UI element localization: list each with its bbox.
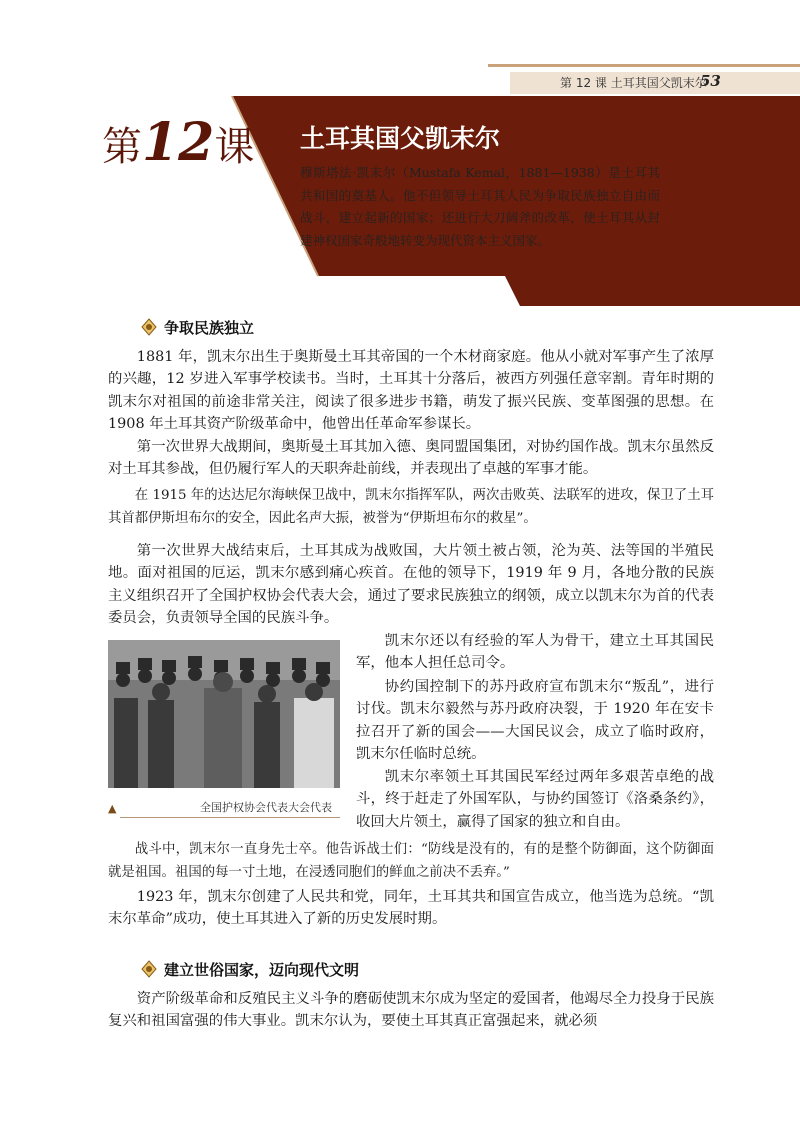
paragraph: 1881 年，凯末尔出生于奥斯曼土耳其帝国的一个木材商家庭。他从小就对军事产生了浓厚的兴趣，12 岁进入军事学校读书。当时，土耳其十分落后，被西方列强任意宰割。青年时期的凯末尔对祖国的前途非常关注，阅读了很多进步书籍，萌发了振兴民族、变革图强的思想。在 1908 年土耳其资产阶级革命中，他曾出任革命军参谋长。 — [108, 349, 714, 433]
lesson-suffix: 课 — [214, 124, 255, 170]
section-heading-independence — [140, 316, 254, 338]
quote-paragraph: 战斗中，凯末尔一直身先士卒。他告诉战士们：“防线是没有的，有的是整个防御面，这个防御面就是祖国。祖国的每一寸土地，在浸透同胞们的鲜血之前决不丢弃。” — [108, 842, 714, 880]
ornament-icon — [140, 960, 158, 978]
lesson-intro: 穆斯塔法·凯末尔（Mustafa Kemal，1881—1938）是土耳其共和国的奠基人。他不但领导土耳其人民为争取民族独立自由而战斗，建立起新的国家；还进行大刀阔斧的改革，使土耳其从封建神权国家奇般地转变为现代资本主义国家。 — [300, 165, 660, 248]
ornament-icon — [140, 318, 158, 336]
paragraph: 1923 年，凯末尔创建了人民共和党，同年，土耳其共和国宣告成立，他当选为总统。“凯末尔革命”成功，使土耳其进入了新的历史发展时期。 — [108, 889, 714, 928]
photo-caption: 全国护权协会代表大会代表 — [200, 801, 332, 814]
page-number: 53 — [700, 72, 721, 90]
lesson-prefix: 第 — [102, 124, 142, 170]
lesson-title: 土耳其国父凯末尔 — [300, 124, 501, 153]
paragraph: 凯末尔率领土耳其国民军经过两年多艰苦卓绝的战斗，终于赶走了外国军队，与协约国签订《洛桑条约》，收回大片领土，赢得了国家的独立和自由。 — [356, 769, 714, 830]
caption-triangle-icon: ▲ — [108, 802, 117, 815]
lesson-number — [102, 112, 255, 174]
header-rule — [488, 64, 800, 67]
section-heading-text: 建立世俗国家，迈向现代文明 — [164, 960, 360, 979]
section-heading-secular — [140, 958, 359, 980]
caption-rule — [120, 817, 340, 818]
paragraph: 协约国控制下的苏丹政府宣布凯末尔“叛乱”，进行讨伐。凯末尔毅然与苏丹政府决裂，于 1920 年在安卡拉召开了新的国会——大国民议会，成立了临时政府，凯末尔任临时总统。 — [356, 679, 714, 763]
section-heading-text: 争取民族独立 — [164, 318, 255, 337]
paragraph: 第一次世界大战结束后，土耳其成为战败国，大片领土被占领，沦为英、法等国的半殖民地。面对祖国的厄运，凯末尔感到痛心疾首。在他的领导下，1919 年 9 月，各地分散的民族主义组织召开了全国护权协会代表大会，通过了要求民族独立的纲领，成立以凯末尔为首的代表委员会，负责领导全国的民族斗争。 — [108, 543, 714, 627]
quote-paragraph: 在 1915 年的达达尼尔海峡保卫战中，凯末尔指挥军队，两次击败英、法联军的进攻，保卫了土耳其首都伊斯坦布尔的安全，因此名声大振，被誉为“伊斯坦布尔的救星”。 — [108, 488, 714, 526]
historical-photo — [108, 640, 340, 788]
lesson-num: 12 — [142, 112, 215, 173]
paragraph: 第一次世界大战期间，奥斯曼土耳其加入德、奥同盟国集团，对协约国作战。凯末尔虽然反对土耳其参战，但仍履行军人的天职奔赴前线，并表现出了卓越的军事才能。 — [108, 439, 714, 478]
paragraph: 凯末尔还以有经验的军人为骨干，建立土耳其国民军，他本人担任总司令。 — [356, 633, 714, 672]
paragraph: 资产阶级革命和反殖民主义斗争的磨砺使凯末尔成为坚定的爱国者，他竭尽全力投身于民族复兴和祖国富强的伟大事业。凯末尔认为，要使土耳其真正富强起来，就必须 — [108, 991, 714, 1030]
running-title: 第 12 课 土耳其国父凯末尔 — [560, 76, 707, 90]
